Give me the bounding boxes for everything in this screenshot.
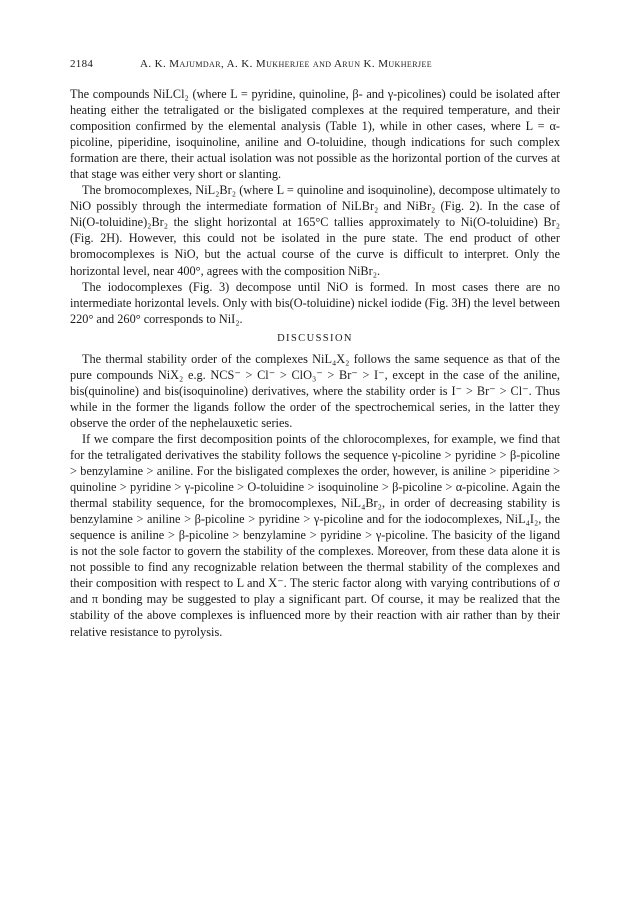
paragraph-iodocomplexes: The iodocomplexes (Fig. 3) decompose until NiO is formed. In most cases there are no intermediate horizontal levels. Only with bis(O-toluidine) nickel iodide (Fig. 3H) the level between 220° and 260° corresponds to NiI₂.	[70, 279, 560, 326]
paragraph-thermal-stability-order: The thermal stability order of the complexes NiL₄X₂ follows the same sequence as that of the pure compounds NiX₂ e.g. NCS⁻ > Cl⁻ > ClO₃⁻ > Br⁻ > I⁻, except in the case of the aniline, bis(quinoline) and bis(isoquinoline) derivatives, where the stability order is I⁻ > Br⁻ > Cl⁻. Thus while in the former the ligands follow the order of the spectrochemical series, in the latter they observe the order of the nephelauxetic series.	[70, 351, 560, 430]
page-number: 2184	[70, 58, 94, 70]
running-head-authors: A. K. Majumdar, A. K. Mukherjee and Arun K. Mukherjee	[140, 58, 433, 70]
paragraph-decomposition-comparison: If we compare the first decomposition points of the chlorocomplexes, for example, we find that for the tetraligated derivatives the stability follows the sequence γ-picoline > pyridine > β-picoline > benzylamine > aniline. For the bisligated complexes the order, however, is aniline > piperidine > quinoline > pyridine > γ-picoline > O-toluidine > isoquinoline > β-picoline > α-picoline. Again the thermal stability sequence, for the bromocomplexes, NiL₄Br₂, in order of decreasing stability is benzylamine > aniline > β-picoline > pyridine > γ-picoline and for the iodocomplexes, NiL₄I₂, the sequence is aniline > β-picoline > benzylamine > pyridine > γ-picoline. The basicity of the ligand is not the sole factor to govern the stability of the complexes. Moreover, from these data alone it is not possible to find any recognizable relation between the thermal stability of the complexes and their composition with respect to L and X⁻. The steric factor along with varying contributions of σ and π bonding may be suggested to play a significant part. Of course, it may be realized that the stability of the above complexes is influenced more by their reaction with air rather than by their relative resistance to pyrolysis.	[70, 431, 560, 639]
running-head	[70, 58, 560, 74]
page	[70, 58, 560, 640]
paragraph-nilcl2-compounds: The compounds NiLCl₂ (where L = pyridine, quinoline, β- and γ-picolines) could be isolated after heating either the tetraligated or the bisligated complexes at the required temperature, and their composition confirmed by the elemental analysis (Table 1), while in other cases, where L = α-picoline, piperidine, isoquinoline, aniline and O-toluidine, though indications for such complex formation are there, their actual isolation was not possible as the horizontal portion of the curves at that stage was either very short or slanting.	[70, 87, 560, 182]
paragraph-bromocomplexes: The bromocomplexes, NiL₂Br₂ (where L = quinoline and isoquinoline), decompose ultimately to NiO possibly through the intermediate formation of NiLBr₂ and NiBr₂ (Fig. 2). In the case of Ni(O-toluidine)₂Br₂ the slight horizontal at 165°C tallies approximately to Ni(O-toluidine) Br₂ (Fig. 2H). However, this could not be isolated in the pure state. The end product of other bromocomplexes is NiO, but the actual course of the curve is difficult to interpret. Only the horizontal level, near 400°, agrees with the composition NiBr₂.	[70, 183, 560, 278]
section-heading-discussion: DISCUSSION	[277, 332, 353, 344]
